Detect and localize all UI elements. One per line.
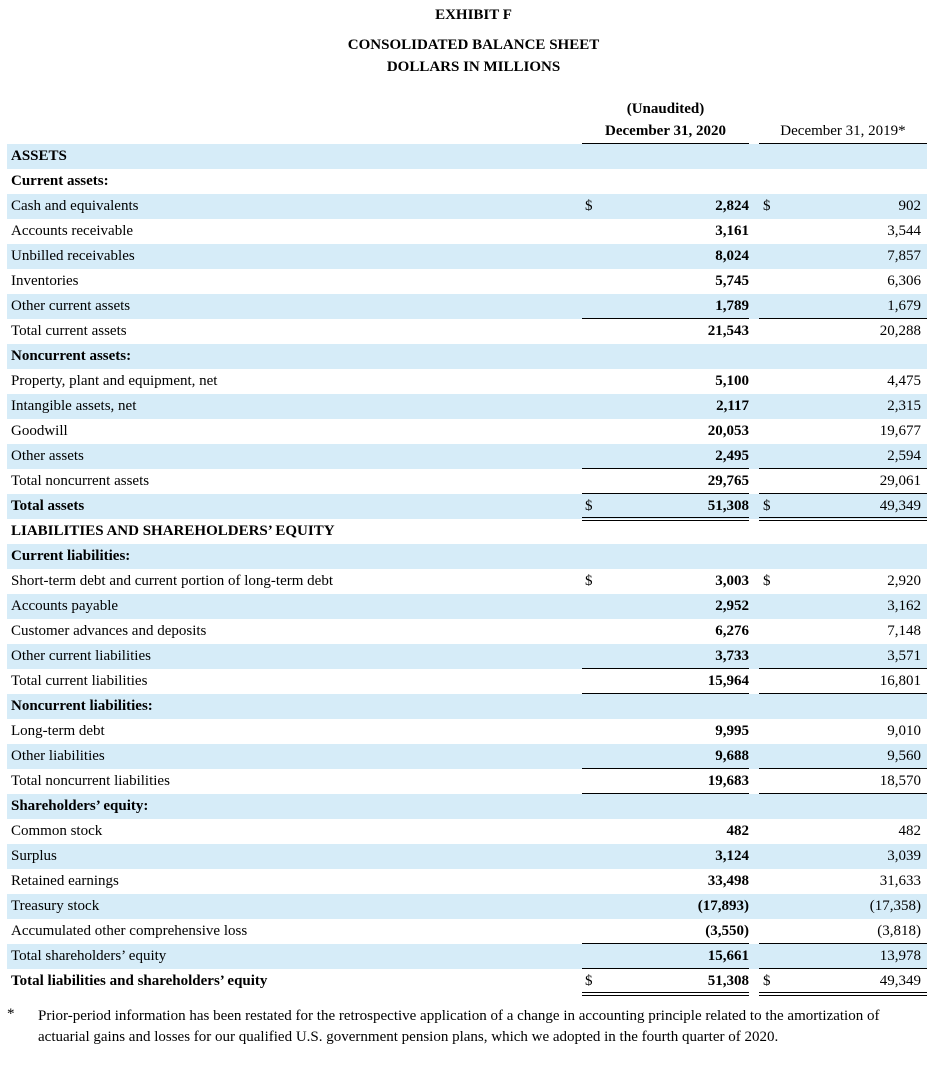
value-2019: 4,475 [887, 373, 921, 389]
value-2019: 6,306 [887, 273, 921, 289]
row-label: Total assets [11, 498, 85, 514]
value-2020: 5,745 [715, 273, 749, 289]
value-2019: 16,801 [879, 673, 921, 689]
value-2020: 5,100 [715, 373, 749, 389]
exhibit-label: EXHIBIT F [435, 7, 512, 23]
table-row [7, 619, 927, 644]
value-2019: 7,148 [887, 623, 921, 639]
total-double-rule [759, 992, 927, 996]
currency-symbol-2019: $ [763, 573, 771, 589]
table-row [7, 819, 927, 844]
table-row [7, 869, 927, 894]
row-label: Common stock [11, 823, 103, 839]
value-2019: 3,571 [887, 648, 921, 664]
currency-symbol-2020: $ [585, 573, 593, 589]
currency-symbol-2019: $ [763, 198, 771, 214]
value-2019: 19,677 [879, 423, 921, 439]
table-row [7, 319, 927, 344]
row-label: Current liabilities: [11, 548, 131, 564]
value-2020: 51,308 [707, 973, 749, 989]
table-row [7, 519, 927, 544]
footnote-text: Prior-period information has been restated for the retrospective application of a change in accounting principle related to the amortization of actuarial gains and losses for our qualified U.S. government pension plans, which we adopted in the fourth quarter of 2020. [38, 1008, 880, 1045]
value-2020: 2,824 [715, 198, 749, 214]
value-2020: 20,053 [707, 423, 749, 439]
table-row [7, 344, 927, 369]
row-label: Total shareholders’ equity [11, 948, 167, 964]
value-2020: 9,688 [715, 748, 749, 764]
value-2019: 13,978 [879, 948, 921, 964]
currency-symbol-2019: $ [763, 498, 771, 514]
value-2019: 9,560 [887, 748, 921, 764]
value-2020: (3,550) [705, 923, 749, 939]
document-title: CONSOLIDATED BALANCE SHEET [347, 37, 600, 53]
table-row [7, 644, 927, 669]
table-row [7, 919, 927, 944]
table-row [7, 719, 927, 744]
row-label: Inventories [11, 273, 79, 289]
table-row [7, 594, 927, 619]
value-2020: 2,495 [715, 448, 749, 464]
row-label: Total current liabilities [11, 673, 148, 689]
value-2020: 9,995 [715, 723, 749, 739]
value-2020: 15,964 [707, 673, 749, 689]
row-label: Shareholders’ equity: [11, 798, 149, 814]
table-row [7, 194, 927, 219]
row-label: Retained earnings [11, 873, 119, 889]
value-2020: 1,789 [715, 298, 749, 314]
column-header-unaudited: (Unaudited) [626, 101, 705, 117]
row-label: Noncurrent assets: [11, 348, 132, 364]
row-label: Noncurrent liabilities: [11, 698, 153, 714]
table-row [7, 894, 927, 919]
value-2019: (3,818) [877, 923, 921, 939]
value-2019: 2,920 [887, 573, 921, 589]
column-header-2020: December 31, 2020 [605, 123, 726, 139]
row-label: Other assets [11, 448, 84, 464]
currency-symbol-2020: $ [585, 198, 593, 214]
row-label: ASSETS [11, 148, 67, 164]
row-label: Other current liabilities [11, 648, 151, 664]
currency-symbol-2019: $ [763, 973, 771, 989]
value-2020: 3,124 [715, 848, 749, 864]
row-label: Total liabilities and shareholders’ equity [11, 973, 268, 989]
table-row [7, 169, 927, 194]
row-label: Intangible assets, net [11, 398, 137, 414]
value-2019: 902 [898, 198, 921, 214]
value-2019: 2,315 [887, 398, 921, 414]
value-2019: 49,349 [879, 973, 921, 989]
value-2019: 3,162 [887, 598, 921, 614]
table-row [7, 294, 927, 319]
table-row [7, 494, 927, 519]
value-2019: 20,288 [879, 323, 921, 339]
row-label: Accounts receivable [11, 223, 134, 239]
row-label: Total noncurrent liabilities [11, 773, 170, 789]
value-2020: 21,543 [707, 323, 749, 339]
table-row [7, 969, 927, 994]
row-label: Surplus [11, 848, 57, 864]
value-2020: 482 [726, 823, 749, 839]
table-row [7, 544, 927, 569]
table-row [7, 419, 927, 444]
table-row [7, 269, 927, 294]
value-2019: 49,349 [879, 498, 921, 514]
row-label: Total noncurrent assets [11, 473, 150, 489]
table-row [7, 769, 927, 794]
value-2020: 19,683 [707, 773, 749, 789]
value-2020: 3,161 [715, 223, 749, 239]
value-2020: 2,117 [716, 398, 749, 414]
table-row [7, 694, 927, 719]
row-label: Other liabilities [11, 748, 105, 764]
row-label: Accumulated other comprehensive loss [11, 923, 248, 939]
footnote-mark: * [7, 1006, 15, 1022]
table-row [7, 944, 927, 969]
table-row [7, 394, 927, 419]
value-2019: 7,857 [887, 248, 921, 264]
table-row [7, 444, 927, 469]
value-2020: 15,661 [707, 948, 749, 964]
value-2020: 3,733 [715, 648, 749, 664]
table-row [7, 569, 927, 594]
value-2020: 3,003 [715, 573, 749, 589]
value-2020: 51,308 [707, 498, 749, 514]
row-label: Treasury stock [11, 898, 100, 914]
table-row [7, 219, 927, 244]
table-row [7, 669, 927, 694]
value-2019: 1,679 [887, 298, 921, 314]
value-2019: 9,010 [887, 723, 921, 739]
row-label: Total current assets [11, 323, 127, 339]
value-2019: (17,358) [869, 898, 921, 914]
value-2019: 18,570 [879, 773, 921, 789]
row-label: LIABILITIES AND SHAREHOLDERS’ EQUITY [11, 523, 335, 539]
table-row [7, 794, 927, 819]
table-row [7, 744, 927, 769]
currency-symbol-2020: $ [585, 498, 593, 514]
row-label: Unbilled receivables [11, 248, 135, 264]
row-label: Other current assets [11, 298, 131, 314]
value-2019: 2,594 [887, 448, 921, 464]
table-row [7, 144, 927, 169]
value-2019: 3,544 [887, 223, 921, 239]
balance-sheet-table [7, 144, 927, 994]
row-label: Current assets: [11, 173, 109, 189]
value-2020: 33,498 [707, 873, 749, 889]
value-2020: (17,893) [697, 898, 749, 914]
value-2020: 6,276 [715, 623, 749, 639]
document-subtitle: DOLLARS IN MILLIONS [386, 59, 561, 75]
row-label: Property, plant and equipment, net [11, 373, 218, 389]
value-2020: 29,765 [707, 473, 749, 489]
value-2020: 2,952 [715, 598, 749, 614]
value-2019: 29,061 [879, 473, 921, 489]
value-2020: 8,024 [715, 248, 749, 264]
total-double-rule [582, 992, 749, 996]
row-label: Customer advances and deposits [11, 623, 207, 639]
currency-symbol-2020: $ [585, 973, 593, 989]
row-label: Cash and equivalents [11, 198, 139, 214]
value-2019: 3,039 [887, 848, 921, 864]
column-header-2019: December 31, 2019* [780, 123, 906, 139]
row-label: Short-term debt and current portion of long-term debt [11, 573, 333, 589]
table-row [7, 469, 927, 494]
row-label: Goodwill [11, 423, 68, 439]
row-label: Accounts payable [11, 598, 119, 614]
value-2019: 31,633 [879, 873, 921, 889]
table-row [7, 844, 927, 869]
row-label: Long-term debt [11, 723, 105, 739]
table-row [7, 369, 927, 394]
table-row [7, 244, 927, 269]
value-2019: 482 [898, 823, 921, 839]
